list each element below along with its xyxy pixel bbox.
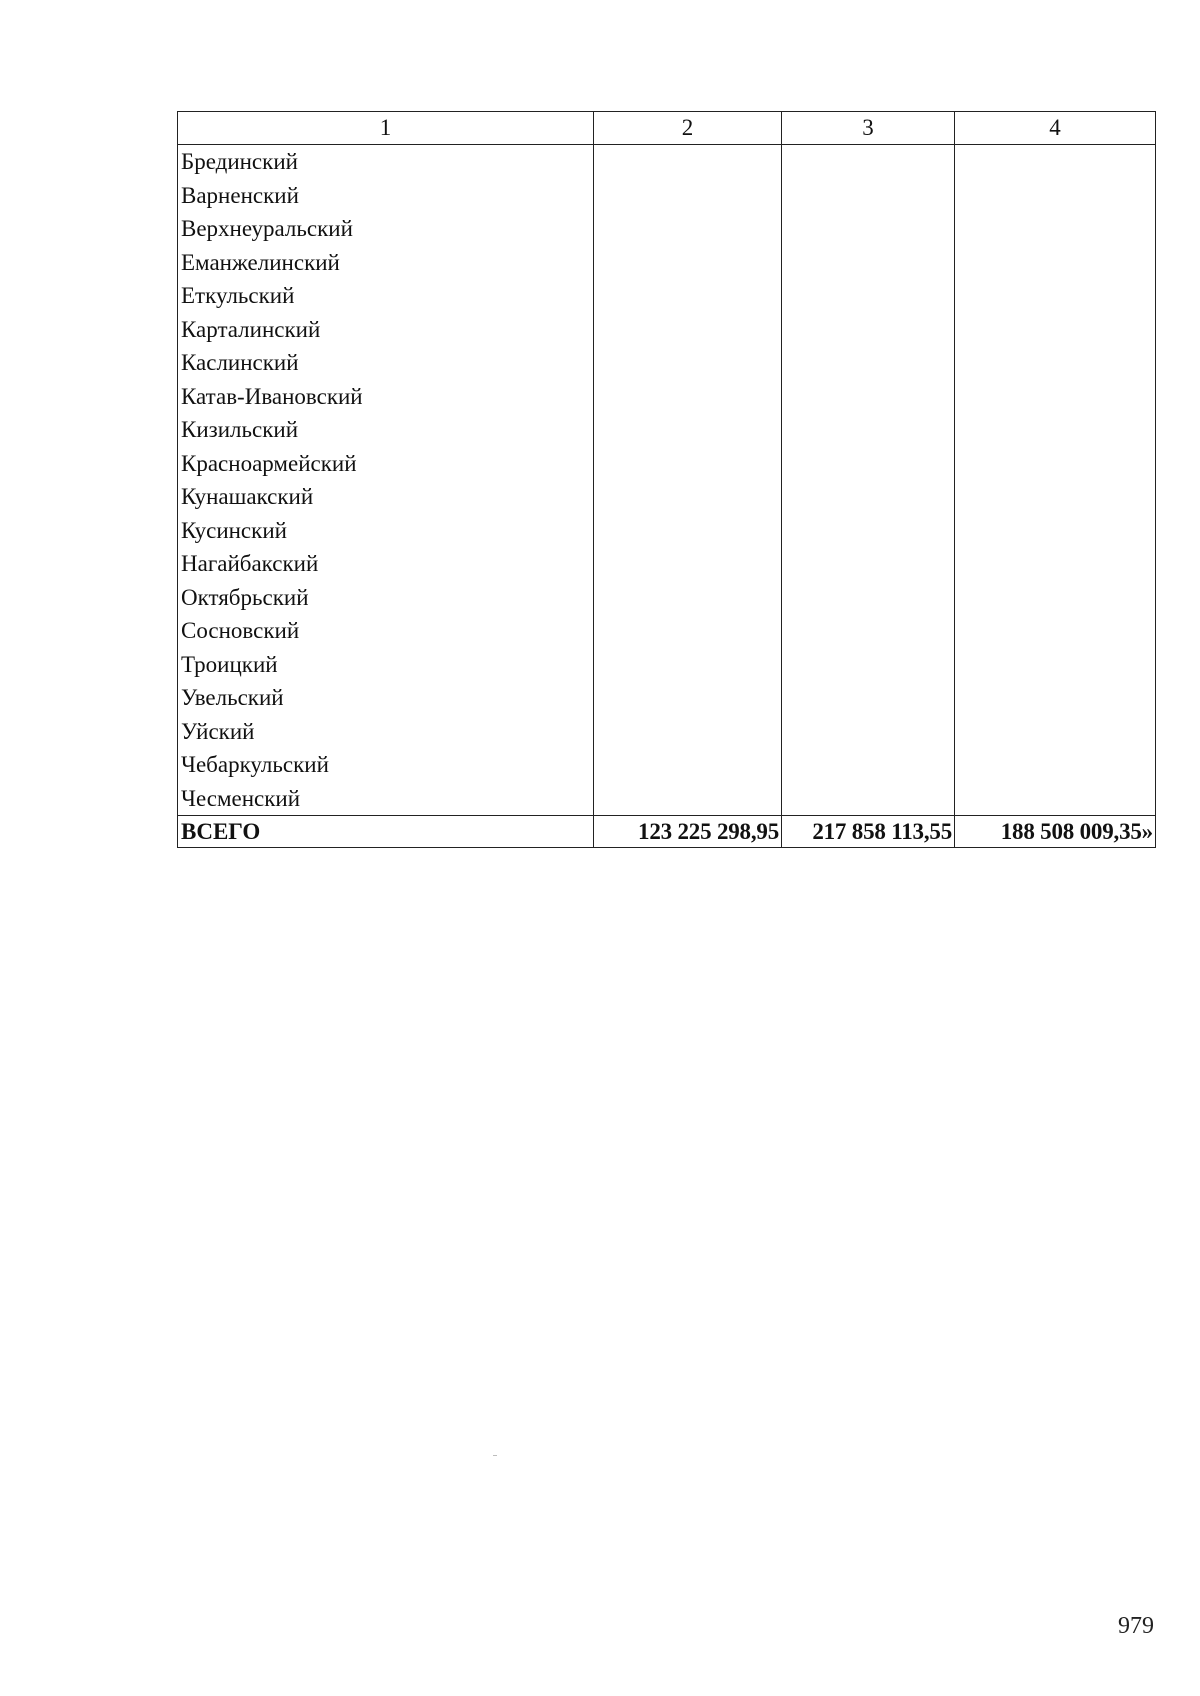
page-number: 979 (1118, 1613, 1154, 1639)
district-name: Карталинский (178, 313, 594, 347)
total-col2: 123 225 298,95 (594, 816, 782, 848)
district-name: Нагайбакский (178, 547, 594, 581)
table-row (178, 514, 1156, 548)
cell-col4 (955, 380, 1156, 414)
district-name: Верхнеуральский (178, 212, 594, 246)
cell-col3 (782, 447, 955, 481)
cell-col3 (782, 380, 955, 414)
table-row (178, 279, 1156, 313)
cell-col2 (594, 313, 782, 347)
column-header-4: 4 (955, 112, 1156, 145)
table-row (178, 145, 1156, 179)
district-name: Кунашакский (178, 480, 594, 514)
cell-col4 (955, 447, 1156, 481)
scan-speck (493, 1455, 497, 1456)
district-name: Каслинский (178, 346, 594, 380)
district-name: Кусинский (178, 514, 594, 548)
total-col3: 217 858 113,55 (782, 816, 955, 848)
cell-col3 (782, 413, 955, 447)
cell-col3 (782, 346, 955, 380)
table-row (178, 715, 1156, 749)
district-name: Красноармейский (178, 447, 594, 481)
cell-col2 (594, 480, 782, 514)
district-name: Сосновский (178, 614, 594, 648)
cell-col2 (594, 514, 782, 548)
table-header (178, 112, 1156, 145)
table-row (178, 648, 1156, 682)
district-name: Брединский (178, 145, 594, 179)
table-row (178, 179, 1156, 213)
district-name: Катав-Ивановский (178, 380, 594, 414)
cell-col2 (594, 782, 782, 816)
cell-col4 (955, 514, 1156, 548)
table-footer (178, 816, 1156, 848)
district-name: Троицкий (178, 648, 594, 682)
table-row (178, 413, 1156, 447)
cell-col4 (955, 480, 1156, 514)
cell-col2 (594, 648, 782, 682)
cell-col3 (782, 715, 955, 749)
table-row (178, 547, 1156, 581)
table-body (178, 145, 1156, 816)
table-row (178, 313, 1156, 347)
cell-col3 (782, 648, 955, 682)
table-row (178, 581, 1156, 615)
cell-col2 (594, 212, 782, 246)
cell-col2 (594, 380, 782, 414)
table-row (178, 380, 1156, 414)
cell-col3 (782, 145, 955, 179)
cell-col2 (594, 547, 782, 581)
district-name: Октябрьский (178, 581, 594, 615)
cell-col4 (955, 346, 1156, 380)
district-name: Кизильский (178, 413, 594, 447)
cell-col3 (782, 279, 955, 313)
table-row (178, 246, 1156, 280)
cell-col2 (594, 748, 782, 782)
table-row (178, 480, 1156, 514)
table-row (178, 681, 1156, 715)
cell-col2 (594, 145, 782, 179)
column-header-3: 3 (782, 112, 955, 145)
district-name: Увельский (178, 681, 594, 715)
cell-col2 (594, 581, 782, 615)
cell-col3 (782, 581, 955, 615)
cell-col4 (955, 279, 1156, 313)
cell-col4 (955, 782, 1156, 816)
cell-col4 (955, 614, 1156, 648)
cell-col4 (955, 212, 1156, 246)
cell-col2 (594, 179, 782, 213)
cell-col3 (782, 748, 955, 782)
cell-col3 (782, 681, 955, 715)
district-name: Еткульский (178, 279, 594, 313)
district-name: Чебаркульский (178, 748, 594, 782)
total-row (178, 816, 1156, 848)
cell-col4 (955, 145, 1156, 179)
cell-col2 (594, 715, 782, 749)
cell-col3 (782, 514, 955, 548)
cell-col4 (955, 648, 1156, 682)
cell-col2 (594, 413, 782, 447)
cell-col2 (594, 447, 782, 481)
total-label: ВСЕГО (178, 816, 594, 848)
district-name: Еманжелинский (178, 246, 594, 280)
column-header-2: 2 (594, 112, 782, 145)
cell-col3 (782, 313, 955, 347)
column-header-1: 1 (178, 112, 594, 145)
table-row (178, 212, 1156, 246)
table-row (178, 346, 1156, 380)
total-col4: 188 508 009,35» (955, 816, 1156, 848)
cell-col4 (955, 748, 1156, 782)
cell-col3 (782, 179, 955, 213)
cell-col2 (594, 246, 782, 280)
cell-col3 (782, 212, 955, 246)
table-row (178, 614, 1156, 648)
cell-col4 (955, 313, 1156, 347)
district-name: Варненский (178, 179, 594, 213)
cell-col3 (782, 480, 955, 514)
cell-col4 (955, 581, 1156, 615)
table-row (178, 748, 1156, 782)
cell-col3 (782, 246, 955, 280)
cell-col2 (594, 346, 782, 380)
cell-col4 (955, 715, 1156, 749)
district-name: Чесменский (178, 782, 594, 816)
district-name: Уйский (178, 715, 594, 749)
cell-col2 (594, 279, 782, 313)
cell-col3 (782, 782, 955, 816)
table-row (178, 447, 1156, 481)
cell-col4 (955, 413, 1156, 447)
cell-col3 (782, 614, 955, 648)
data-table (177, 111, 1156, 848)
header-row (178, 112, 1156, 145)
cell-col2 (594, 614, 782, 648)
cell-col4 (955, 547, 1156, 581)
cell-col4 (955, 246, 1156, 280)
cell-col4 (955, 179, 1156, 213)
cell-col3 (782, 547, 955, 581)
cell-col2 (594, 681, 782, 715)
cell-col4 (955, 681, 1156, 715)
table-row (178, 782, 1156, 816)
